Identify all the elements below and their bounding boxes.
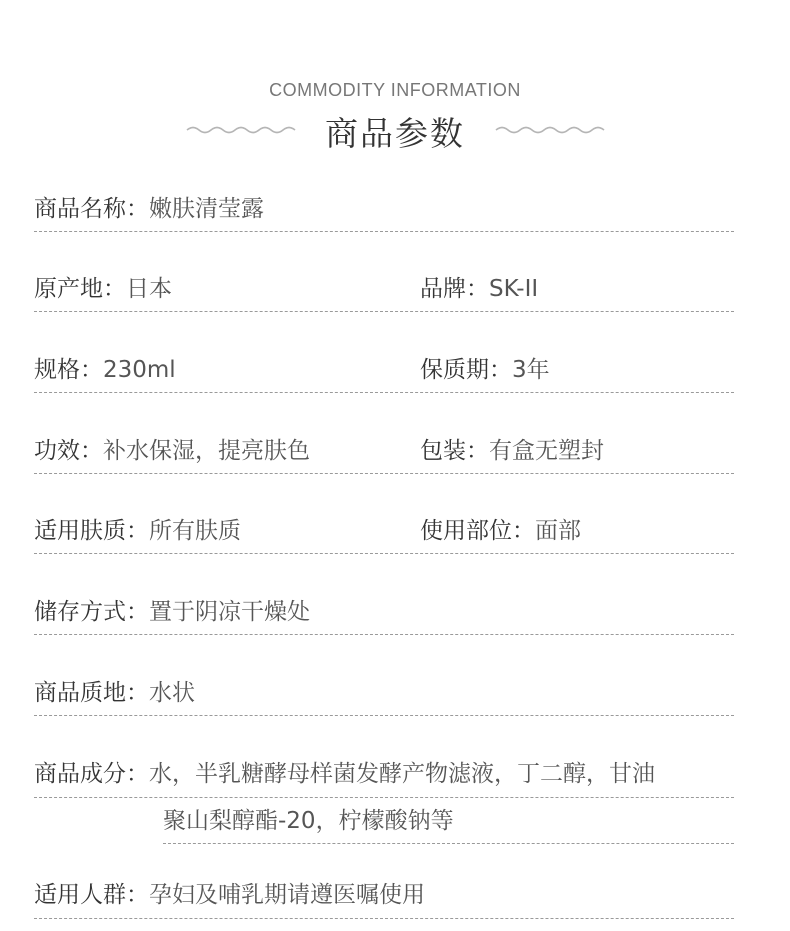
param-value: SK-II	[489, 276, 539, 302]
param-name	[34, 194, 264, 224]
header-chinese-title: 商品参数	[325, 114, 465, 153]
param-package	[420, 436, 604, 466]
dashed-divider	[34, 392, 734, 393]
header-english-title: COMMODITY INFORMATION	[269, 80, 521, 100]
param-label: 原产地：	[34, 276, 126, 302]
param-label: 包装：	[420, 438, 489, 464]
param-label: 规格：	[34, 357, 103, 383]
param-label: 商品名称：	[34, 196, 149, 222]
dashed-divider	[34, 715, 734, 716]
param-value: 补水保湿，提亮肤色	[103, 438, 310, 464]
param-effect	[34, 436, 310, 466]
dashed-divider	[34, 553, 734, 554]
param-value: 嫩肤清莹露	[149, 196, 264, 222]
param-row-texture	[34, 678, 734, 708]
param-value: 面部	[535, 518, 581, 544]
dashed-divider	[34, 231, 734, 232]
param-row-storage	[34, 597, 734, 627]
param-storage	[34, 597, 310, 627]
param-row-origin-brand	[34, 274, 734, 304]
param-audience	[34, 880, 425, 910]
section-header	[0, 0, 790, 160]
wave-decoration-icon-right	[494, 122, 606, 138]
param-origin	[34, 274, 172, 304]
dashed-divider	[163, 843, 734, 844]
param-row-ingredients	[34, 759, 734, 789]
param-texture	[34, 678, 195, 708]
param-brand	[420, 274, 538, 304]
param-spec	[34, 355, 176, 385]
param-label: 功效：	[34, 438, 103, 464]
param-label: 使用部位：	[420, 518, 535, 544]
param-skin-type	[34, 516, 241, 546]
param-shelf-life	[420, 355, 550, 385]
param-value: 置于阴凉干燥处	[149, 599, 310, 625]
param-label: 商品成分：	[34, 761, 149, 787]
param-label: 保质期：	[420, 357, 512, 383]
param-row-effect-package	[34, 436, 734, 466]
dashed-divider	[34, 797, 734, 798]
param-label: 商品质地：	[34, 680, 149, 706]
param-use-area	[420, 516, 581, 546]
param-label: 适用人群：	[34, 882, 149, 908]
param-label: 储存方式：	[34, 599, 149, 625]
param-label: 品牌：	[420, 276, 489, 302]
param-ingredients	[34, 759, 655, 789]
dashed-divider	[34, 473, 734, 474]
param-row-name	[34, 194, 734, 224]
param-value: 230ml	[103, 357, 176, 383]
param-ingredients-continued: 聚山梨醇酯-20，柠檬酸钠等	[163, 808, 454, 834]
param-value: 水，半乳糖酵母样菌发酵产物滤液，丁二醇，甘油	[149, 761, 655, 787]
param-value: 孕妇及哺乳期请遵医嘱使用	[149, 882, 425, 908]
param-row-audience	[34, 880, 734, 910]
dashed-divider	[34, 311, 734, 312]
dashed-divider	[34, 918, 734, 919]
param-value: 所有肤质	[149, 518, 241, 544]
param-value: 日本	[126, 276, 172, 302]
param-value: 3年	[512, 357, 550, 383]
param-row-skin-area	[34, 516, 734, 546]
param-row-spec-shelf-life	[34, 355, 734, 385]
param-value: 水状	[149, 680, 195, 706]
dashed-divider	[34, 634, 734, 635]
param-label: 适用肤质：	[34, 518, 149, 544]
param-value: 有盒无塑封	[489, 438, 604, 464]
